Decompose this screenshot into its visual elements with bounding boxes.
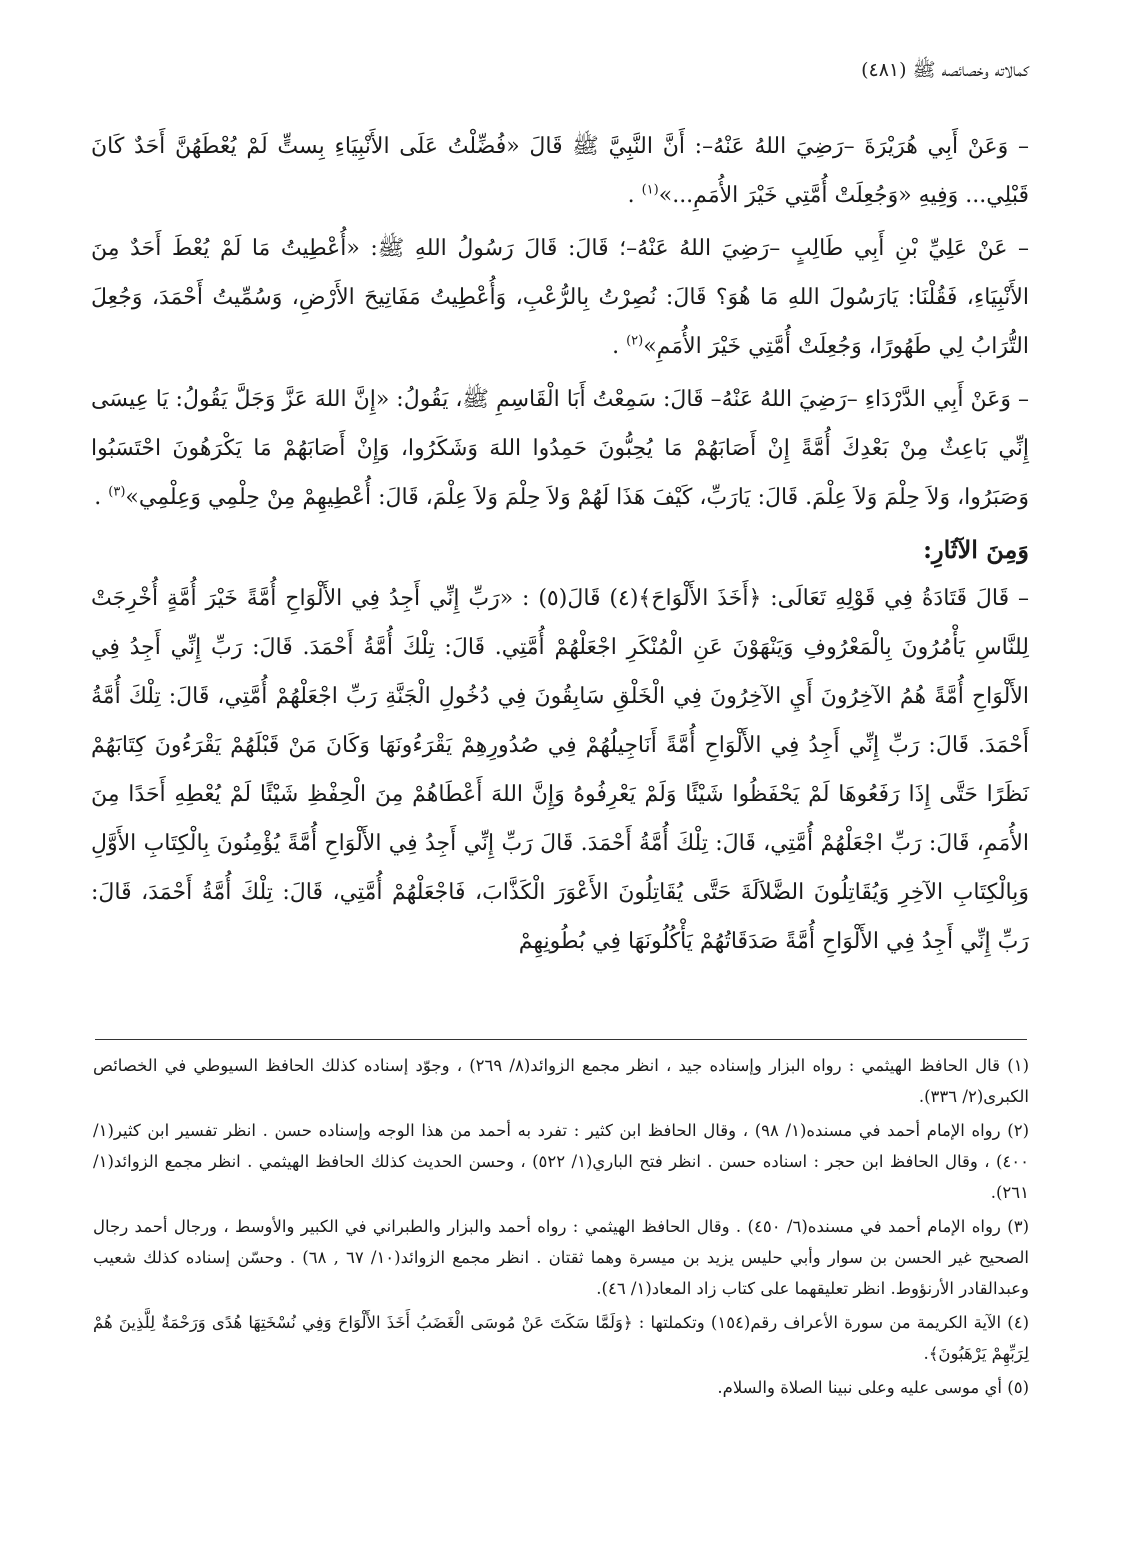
running-header: كمالاته وخصائصه ﷺ (٤٨١) [861, 59, 1029, 81]
paragraph-text: – وَعَنْ أَبِي هُرَيْرَةَ –رَضِيَ اللهُ عَنْهُ–: أَنَّ النَّبِيَّ ﷺ قَالَ «فُضِّلْتُ عَلَى الأَنْبِيَاءِ بِستٍّ لَمْ يُعْطَهُنَّ أَحَدٌ كَانَ قَبْلِي... وَفِيهِ «وَجُعِلَتْ أُمَّتِي خَيْرَ الأُمَمِ...» [91, 134, 1029, 208]
hadith-paragraph-3 [91, 375, 1029, 522]
footnote-1: (١) قال الحافظ الهيثمي : رواه البزار وإسناده جيد ، انظر مجمع الزوائد(٨/ ٢٦٩) ، وجوّد إسناده كذلك الحافظ السيوطي في الخصائص الكبرى(٢/ ٣٣٦). [93, 1056, 1029, 1106]
footnote-2: (٢) رواه الإمام أحمد في مسنده(١/ ٩٨) ، وقال الحافظ ابن كثير : تفرد به أحمد من هذا الوجه وإسناده حسن . انظر تفسير ابن كثير(١/ ٤٠٠) ، وقال الحافظ ابن حجر : اسناده حسن . انظر فتح الباري(١/ ٥٢٢) ، وحسن الحديث كذلك الحافظ الهيثمي . انظر مجمع الزوائد(١/ ٢٦١). [93, 1121, 1029, 1202]
footnote-5: (٥) أي موسى عليه وعلى نبينا الصلاة والسلام. [717, 1378, 1029, 1397]
footnotes [93, 1050, 1029, 1406]
hadith-paragraph-2 [91, 224, 1029, 371]
footnote-ref[interactable]: (٢) [626, 333, 644, 349]
footnote-ref[interactable]: (١) [641, 182, 659, 198]
main-text [91, 122, 1029, 970]
paragraph-end: . [627, 183, 642, 208]
footnote-ref[interactable]: (٣) [108, 484, 126, 500]
footnote-3: (٣) رواه الإمام أحمد في مسنده(٦/ ٤٥٠) . وقال الحافظ الهيثمي : رواه أحمد والبزار والطبراني في الكبير والأوسط ، ورجال أحمد رجال الصحيح غير الحسن بن سوار وأبي حليس يزيد بن ميسرة وهما ثقتان . انظر مجمع الزوائد(١٠/ ٦٧ , ٦٨) . وحسّن إسناده كذلك شعيب وعبدالقادر الأرنؤوط. انظر تعليقهما على كتاب زاد المعاد(١/ ٤٦). [93, 1217, 1029, 1298]
hadith-paragraph-1 [91, 122, 1029, 220]
paragraph-text: – عَنْ عَلِيِّ بْنِ أَبِي طَالِبٍ –رَضِيَ اللهُ عَنْهُ–؛ قَالَ: قَالَ رَسُولُ اللهِ ﷺ: «أُعْطِيتُ مَا لَمْ يُعْطَ أَحَدٌ مِنَ الأَنْبِيَاءِ، فَقُلْنَا: يَارَسُولَ اللهِ مَا هُوَ؟ قَالَ: نُصِرْتُ بِالرُّعْبِ، وَأُعْطِيتُ مَفَاتِيحَ الأَرْضِ، وَسُمِّيتُ أَحْمَدَ، وَجُعِلَ التُّرَابُ لِي طَهُورًا، وَجُعِلَتْ أُمَّتِي خَيْرَ الأُمَمِ» [91, 236, 1029, 359]
paragraph-end: . [94, 485, 109, 510]
athar-paragraph [91, 574, 1029, 966]
footnote-divider [95, 1039, 1027, 1040]
paragraph-text: – وَعَنْ أَبِي الدَّرْدَاءِ –رَضِيَ اللهُ عَنْهُ– قَالَ: سَمِعْتُ أَبَا الْقَاسِمِ ﷺ، يَقُولُ: «إِنَّ اللهَ عَزَّ وَجَلَّ يَقُولُ: يَا عِيسَى إِنِّي بَاعِثٌ مِنْ بَعْدِكَ أُمَّةً إِنْ أَصَابَهُمْ مَا يُحِبُّونَ حَمِدُوا اللهَ وَشَكَرُوا، وَإِنْ أَصَابَهُمْ مَا يَكْرَهُونَ احْتَسَبُوا وَصَبَرُوا، وَلاَ حِلْمَ وَلاَ عِلْمَ. قَالَ: يَارَبِّ، كَيْفَ هَذَا لَهُمْ وَلاَ حِلْمَ وَلاَ عِلْمَ، قَالَ: أُعْطِيهِمْ مِنْ حِلْمِي وَعِلْمِي» [91, 387, 1029, 510]
paragraph-end: . [612, 334, 627, 359]
section-heading: وَمِنَ الآثَارِ: [923, 535, 1029, 564]
footnote-4: (٤) الآية الكريمة من سورة الأعراف رقم(١٥٤) وتكملتها : ﴿وَلَمَّا سَكَتَ عَنْ مُوسَى الْغَضَبُ أَخَذَ الأَلْوَاحَ وَفِي نُسْخَتِهَا هُدًى وَرَحْمَةٌ لِلَّذِينَ هُمْ لِرَبِّهِمْ يَرْهَبُونَ﴾. [93, 1313, 1029, 1363]
paragraph-text: – قَالَ قَتَادَةُ فِي قَوْلِهِ تَعَالَى: ﴿أَخَذَ الأَلْوَاحَ﴾(٤) قَالَ(٥) : «رَبِّ إِنِّي أَجِدُ فِي الأَلْوَاحِ أُمَّةً خَيْرَ أُمَّةٍ أُخْرِجَتْ لِلنَّاسِ يَأْمُرُونَ بِالْمَعْرُوفِ وَيَنْهَوْنَ عَنِ الْمُنْكَرِ اجْعَلْهُمْ أُمَّتِي. قَالَ: تِلْكَ أُمَّةُ أَحْمَدَ. قَالَ: رَبِّ إِنِّي أَجِدُ فِي الأَلْوَاحِ أُمَّةً هُمُ الآخِرُونَ أَيِ الآخِرُونَ فِي الْخَلْقِ سَابِقُونَ فِي دُخُولِ الْجَنَّةِ رَبِّ اجْعَلْهُمْ أُمَّتِي، قَالَ: تِلْكَ أُمَّةُ أَحْمَدَ. قَالَ: رَبِّ إِنِّي أَجِدُ فِي الأَلْوَاحِ أُمَّةً أَنَاجِيلُهُمْ فِي صُدُورِهِمْ يَقْرَءُونَهَا وَكَانَ مَنْ قَبْلَهُمْ يَقْرَءُونَ كِتَابَهُمْ نَظَرًا حَتَّى إِذَا رَفَعُوهَا لَمْ يَحْفَظُوا شَيْئًا وَلَمْ يَعْرِفُوهُ وَإِنَّ اللهَ أَعْطَاهُمْ مِنَ الْحِفْظِ شَيْئًا لَمْ يُعْطِهِ أَحَدًا مِنَ الأُمَمِ، قَالَ: رَبِّ اجْعَلْهُمْ أُمَّتِي، قَالَ: تِلْكَ أُمَّةُ أَحْمَدَ. قَالَ رَبِّ إِنِّي أَجِدُ فِي الأَلْوَاحِ أُمَّةً يُؤْمِنُونَ بِالْكِتَابِ الأَوَّلِ وَبِالْكِتَابِ الآخِرِ وَيُقَاتِلُونَ الضَّلاَلَةَ حَتَّى يُقَاتِلُونَ الأَعْوَرَ الْكَذَّابَ، فَاجْعَلْهُمْ أُمَّتِي، قَالَ: تِلْكَ أُمَّةُ أَحْمَدَ، قَالَ: رَبِّ إِنِّي أَجِدُ فِي الأَلْوَاحِ أُمَّةً صَدَقَاتُهُمْ يَأْكُلُونَهَا فِي بُطُونِهِمْ [91, 586, 1029, 954]
